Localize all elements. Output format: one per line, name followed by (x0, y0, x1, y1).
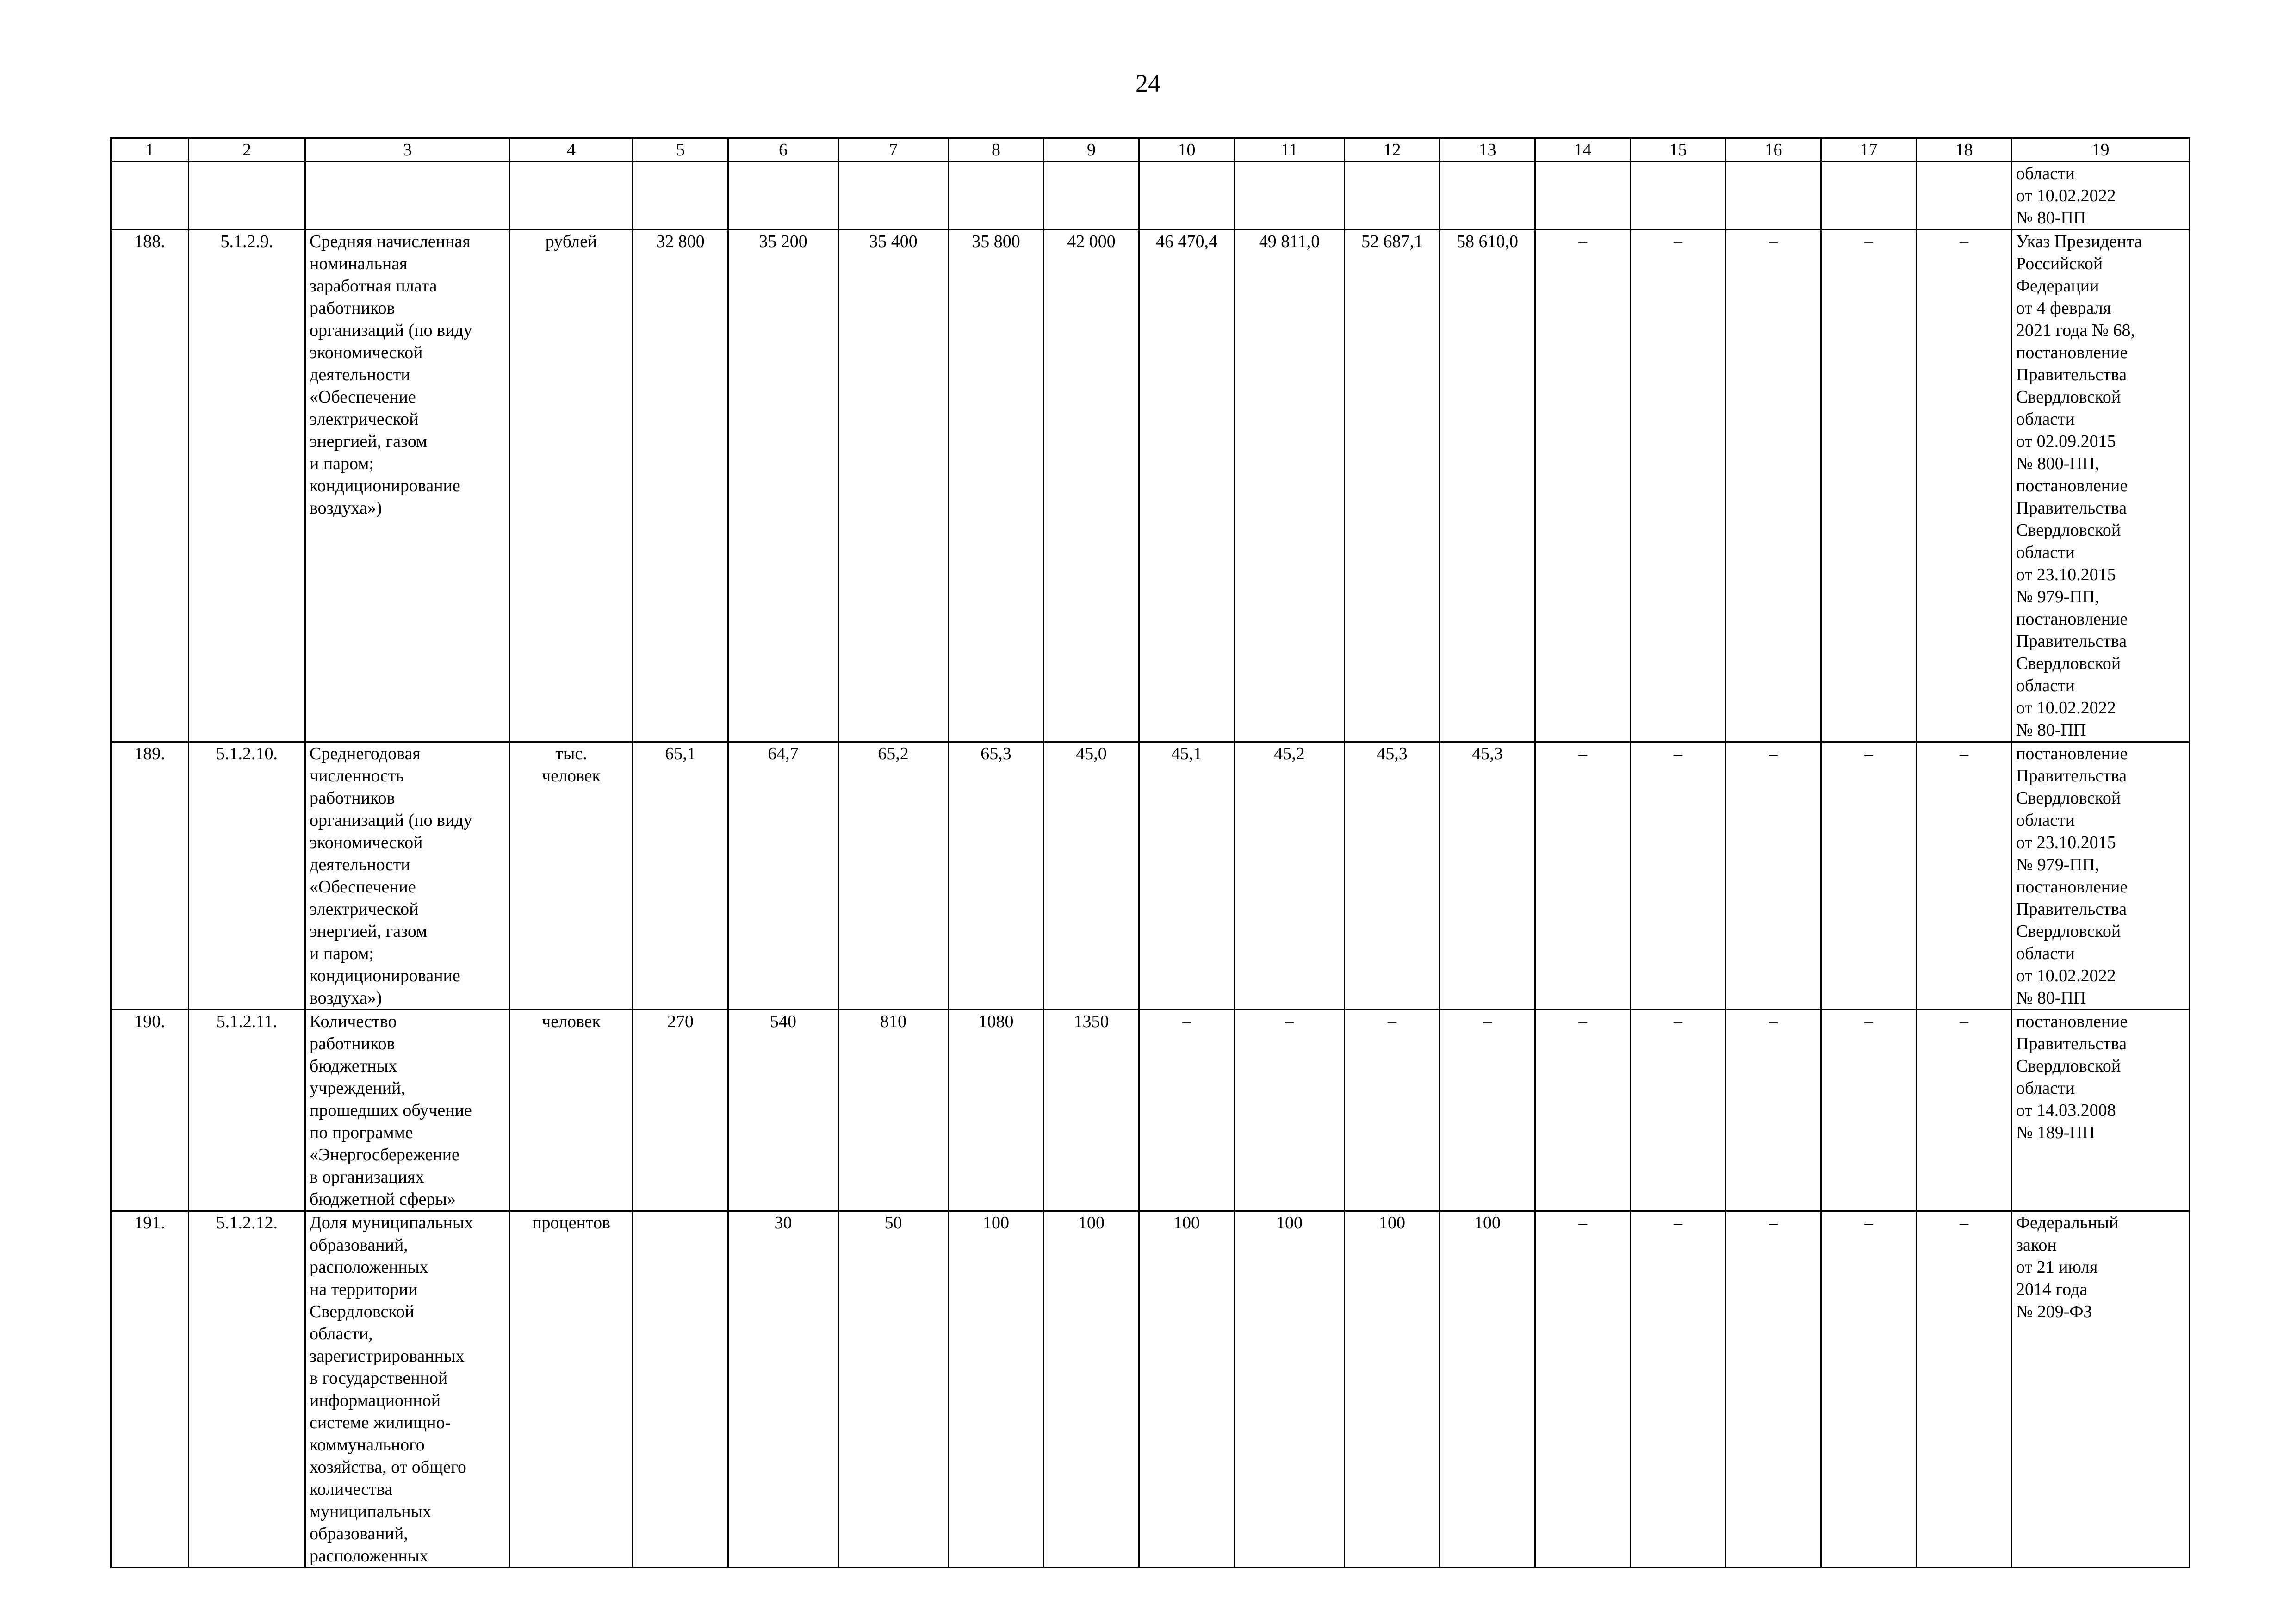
value-cell: 58 610,0 (1440, 230, 1535, 742)
header-cell: 12 (1345, 138, 1440, 162)
value-cell: 42 000 (1044, 230, 1139, 742)
header-cell: 10 (1139, 138, 1235, 162)
row-code: 5.1.2.12. (189, 1211, 305, 1568)
value-cell: – (1917, 742, 2012, 1010)
continuation-row (111, 162, 2190, 230)
header-cell: 11 (1235, 138, 1345, 162)
header-cell: 9 (1044, 138, 1139, 162)
value-cell: 270 (633, 1010, 728, 1211)
value-cell: 35 800 (949, 230, 1044, 742)
indicator-name: Доля муниципальных образований, расположенных на территории Свердловской области, зарегистрированных в государственной информационной системе жилищно- коммунального хозяйства, от общего количества муниципальных образований, расположенных (305, 1211, 510, 1568)
value-cell: – (1631, 1010, 1726, 1211)
value-cell: 1080 (949, 1010, 1044, 1211)
row-code: 5.1.2.10. (189, 742, 305, 1010)
value-cell: – (1821, 230, 1917, 742)
value-cell: – (1631, 742, 1726, 1010)
header-cell: 18 (1917, 138, 2012, 162)
unit-cell: рублей (510, 230, 633, 742)
value-cell: 45,0 (1044, 742, 1139, 1010)
unit-cell: процентов (510, 1211, 633, 1568)
value-cell: – (1821, 1010, 1917, 1211)
indicator-name: Количество работников бюджетных учреждений, прошедших обучение по программе «Энергосбережение в организациях бюджетной сферы» (305, 1010, 510, 1211)
value-cell: 45,3 (1440, 742, 1535, 1010)
value-cell: – (1535, 1211, 1631, 1568)
header-cell: 3 (305, 138, 510, 162)
source-cell: Указ Президента Российской Федерации от 4 февраля 2021 года № 68, постановление Правительства Свердловской области от 02.09.2015 № 800-ПП, постановление Правительства Свердловской области от 23.10.2015 № 979-ПП, постановление Правительства Свердловской области от 10.02.2022 № 80-ПП (2012, 230, 2190, 742)
row-number: 189. (111, 742, 189, 1010)
row-number: 190. (111, 1010, 189, 1211)
value-cell: – (1726, 1211, 1821, 1568)
value-cell: – (1631, 230, 1726, 742)
source-cell: постановление Правительства Свердловской области от 23.10.2015 № 979-ПП, постановление Правительства Свердловской области от 10.02.2022 № 80-ПП (2012, 742, 2190, 1010)
value-cell: – (1726, 1010, 1821, 1211)
value-cell: 100 (1235, 1211, 1345, 1568)
table-row (111, 1010, 2190, 1211)
value-cell: 100 (1139, 1211, 1235, 1568)
header-cell: 5 (633, 138, 728, 162)
value-cell: 65,3 (949, 742, 1044, 1010)
value-cell: 65,1 (633, 742, 728, 1010)
indicators-table (110, 137, 2190, 1568)
value-cell: 52 687,1 (1345, 230, 1440, 742)
value-cell: 50 (838, 1211, 949, 1568)
value-cell: – (1821, 742, 1917, 1010)
value-cell: – (1139, 1010, 1235, 1211)
unit-cell: человек (510, 1010, 633, 1211)
value-cell: – (1726, 230, 1821, 742)
table-row (111, 1211, 2190, 1568)
row-number: 191. (111, 1211, 189, 1568)
value-cell: 64,7 (728, 742, 838, 1010)
value-cell: 35 200 (728, 230, 838, 742)
table-row (111, 230, 2190, 742)
indicator-name: Средняя начисленная номинальная заработная плата работников организаций (по виду экономической деятельности «Обеспечение электрической энергией, газом и паром; кондиционирование воздуха») (305, 230, 510, 742)
value-cell: 810 (838, 1010, 949, 1211)
value-cell: 45,1 (1139, 742, 1235, 1010)
value-cell: 100 (1345, 1211, 1440, 1568)
value-cell: – (1631, 1211, 1726, 1568)
value-cell: 30 (728, 1211, 838, 1568)
value-cell: – (1535, 742, 1631, 1010)
header-cell: 4 (510, 138, 633, 162)
value-cell: 1350 (1044, 1010, 1139, 1211)
value-cell: – (1917, 1211, 2012, 1568)
table-row (111, 742, 2190, 1010)
value-cell: – (1535, 1010, 1631, 1211)
source-cell: области от 10.02.2022 № 80-ПП (2012, 162, 2190, 230)
value-cell: 46 470,4 (1139, 230, 1235, 742)
value-cell: – (1917, 1010, 2012, 1211)
header-cell: 2 (189, 138, 305, 162)
value-cell: 35 400 (838, 230, 949, 742)
value-cell: 49 811,0 (1235, 230, 1345, 742)
header-cell: 15 (1631, 138, 1726, 162)
value-cell: – (1345, 1010, 1440, 1211)
header-cell: 8 (949, 138, 1044, 162)
value-cell: 45,3 (1345, 742, 1440, 1010)
value-cell: 65,2 (838, 742, 949, 1010)
header-cell: 1 (111, 138, 189, 162)
value-cell: – (1821, 1211, 1917, 1568)
header-cell: 7 (838, 138, 949, 162)
value-cell: – (1535, 230, 1631, 742)
value-cell: 100 (1440, 1211, 1535, 1568)
value-cell: – (1726, 742, 1821, 1010)
value-cell (633, 1211, 728, 1568)
unit-cell: тыс. человек (510, 742, 633, 1010)
row-number: 188. (111, 230, 189, 742)
value-cell: – (1235, 1010, 1345, 1211)
row-code: 5.1.2.11. (189, 1010, 305, 1211)
header-cell: 17 (1821, 138, 1917, 162)
value-cell: 45,2 (1235, 742, 1345, 1010)
value-cell: 100 (1044, 1211, 1139, 1568)
header-cell: 13 (1440, 138, 1535, 162)
header-row (111, 138, 2190, 162)
source-cell: Федеральный закон от 21 июля 2014 года № 209-ФЗ (2012, 1211, 2190, 1568)
indicator-name: Среднегодовая численность работников организаций (по виду экономической деятельности «Обеспечение электрической энергией, газом и паром; кондиционирование воздуха») (305, 742, 510, 1010)
value-cell: 32 800 (633, 230, 728, 742)
header-cell: 6 (728, 138, 838, 162)
header-cell: 14 (1535, 138, 1631, 162)
value-cell: – (1917, 230, 2012, 742)
page-number: 24 (1136, 69, 1160, 97)
value-cell: 540 (728, 1010, 838, 1211)
value-cell: – (1440, 1010, 1535, 1211)
value-cell: 100 (949, 1211, 1044, 1568)
source-cell: постановление Правительства Свердловской области от 14.03.2008 № 189-ПП (2012, 1010, 2190, 1211)
header-cell: 19 (2012, 138, 2190, 162)
header-cell: 16 (1726, 138, 1821, 162)
row-code: 5.1.2.9. (189, 230, 305, 742)
